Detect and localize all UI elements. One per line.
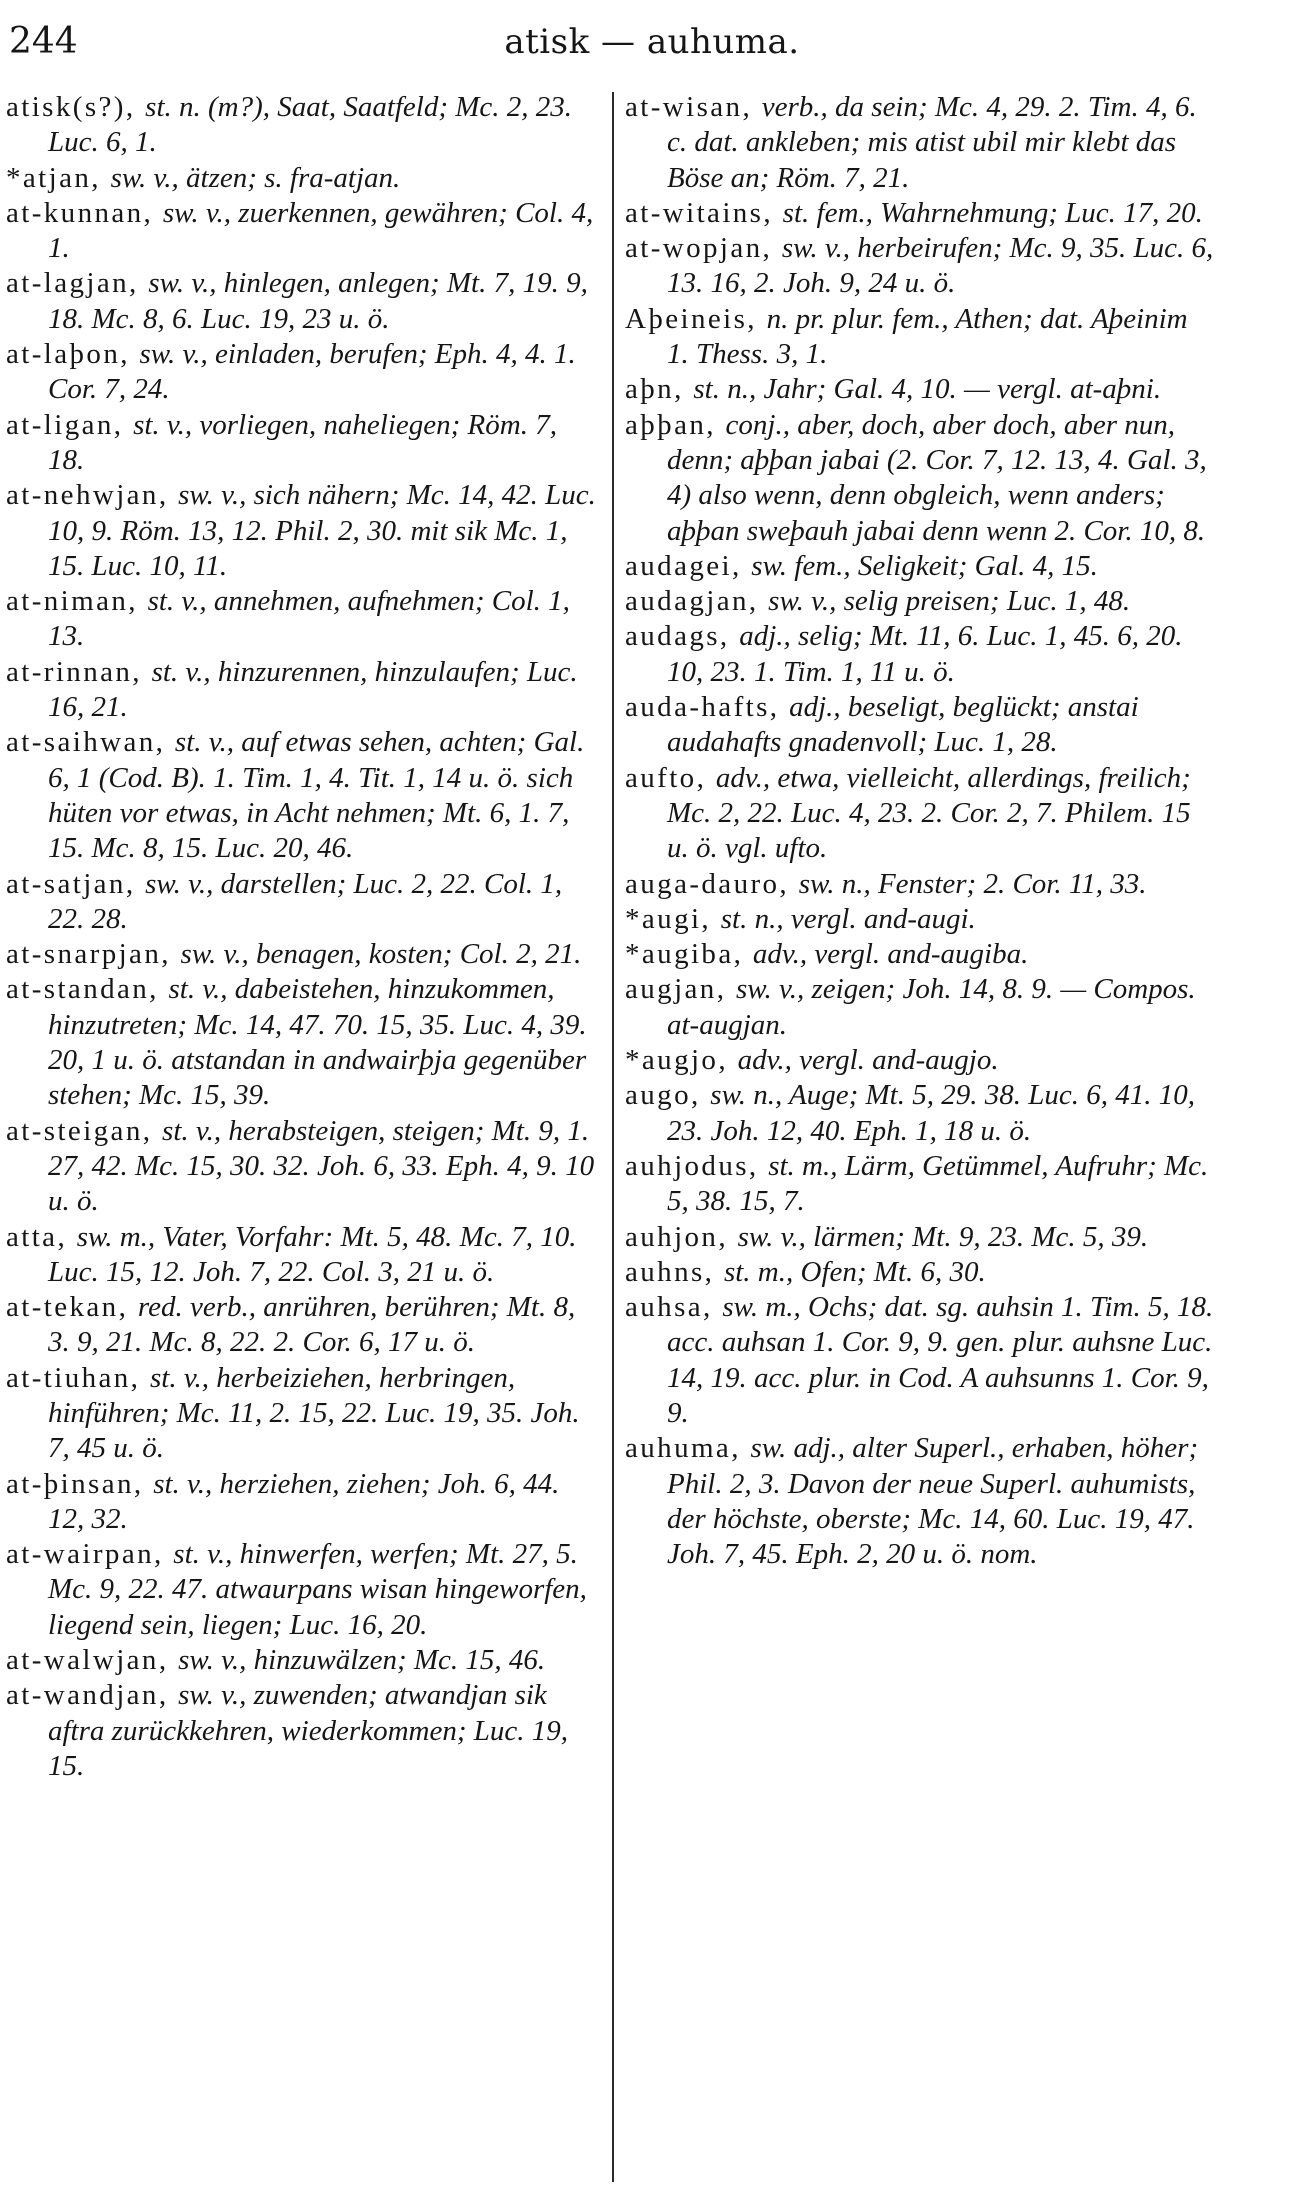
- entry-headword: at-kunnan,: [6, 196, 163, 229]
- entry-definition: st. m., Ofen; Mt. 6, 30.: [723, 1255, 986, 1288]
- dictionary-entry: [6, 655, 596, 726]
- entry-definition: sw. v., zuwenden; atwandjan sik aftra zurückkehren, wiederkommen; Luc. 19, 15.: [48, 1679, 569, 1782]
- entry-definition: sw. v., herbeirufen; Mc. 9, 35. Luc. 6, 13. 16, 2. Joh. 9, 24 u. ö.: [667, 232, 1214, 300]
- entry-definition: sw. n., Fenster; 2. Cor. 11, 33.: [798, 867, 1147, 900]
- entry-headword: at-walwjan,: [6, 1644, 179, 1677]
- dictionary-entry: [625, 408, 1215, 549]
- entry-definition: st. v., herziehen, ziehen; Joh. 6, 44. 12, 32.: [48, 1467, 560, 1535]
- entry-definition: sw. v., sich nähern; Mc. 14, 42. Luc. 10, 9. Röm. 13, 12. Phil. 2, 30. mit sik Mc. 1, 15. Luc. 10, 11.: [48, 479, 596, 582]
- entry-definition: sw. v., zuerkennen, gewähren; Col. 4, 1.: [48, 196, 594, 265]
- dictionary-entry: [6, 408, 596, 479]
- entry-headword: at-ligan,: [6, 408, 134, 441]
- entry-headword: auga-dauro,: [625, 867, 799, 900]
- dictionary-entry: [6, 1643, 596, 1678]
- entry-headword: aþn,: [625, 373, 694, 406]
- entry-headword: auda-hafts,: [625, 691, 790, 724]
- entry-headword: at-tekan,: [6, 1291, 138, 1324]
- dictionary-entry: [625, 1149, 1215, 1220]
- entry-headword: aufto,: [625, 761, 716, 794]
- entry-definition: red. verb., anrühren, berühren; Mt. 8, 3. 9, 21. Mc. 8, 22. 2. Cor. 6, 17 u. ö.: [48, 1291, 576, 1359]
- entry-definition: sw. v., benagen, kosten; Col. 2, 21.: [180, 938, 582, 971]
- dictionary-entry: [625, 1255, 1215, 1290]
- entry-headword: aþþan,: [625, 408, 726, 441]
- dictionary-entry: [6, 478, 596, 584]
- dictionary-entry: [6, 1678, 596, 1784]
- entry-headword: at-wairpan,: [6, 1538, 174, 1571]
- entry-definition: st. v., annehmen, aufnehmen; Col. 1, 13.: [48, 585, 570, 653]
- dictionary-entry: [6, 1114, 596, 1220]
- page-number: 244: [9, 21, 78, 62]
- entry-headword: at-laþon,: [6, 338, 140, 371]
- entry-definition: sw. v., selig preisen; Luc. 1, 48.: [768, 585, 1131, 618]
- entry-definition: st. m., Lärm, Getümmel, Aufruhr; Mc. 5, 38. 15, 7.: [667, 1149, 1209, 1218]
- entry-headword: auhuma,: [625, 1432, 751, 1465]
- entry-definition: sw. v., zeigen; Joh. 14, 8. 9. — Compos. at-augjan.: [667, 973, 1196, 1041]
- entry-headword: *augi,: [625, 902, 721, 935]
- entry-headword: at-wisan,: [625, 91, 762, 123]
- entry-definition: sw. fem., Seligkeit; Gal. 4, 15.: [751, 549, 1098, 582]
- running-head: atisk — auhuma.: [504, 22, 800, 62]
- entry-headword: at-tiuhan,: [6, 1361, 150, 1394]
- entry-headword: auhns,: [625, 1255, 724, 1288]
- column-divider: [612, 92, 614, 2182]
- entry-definition: adj., selig; Mt. 11, 6. Luc. 1, 45. 6, 20. 10, 23. 1. Tim. 1, 11 u. ö.: [667, 620, 1183, 688]
- dictionary-entry: [6, 337, 596, 408]
- dictionary-entry: [625, 902, 1215, 937]
- entry-headword: at-þinsan,: [6, 1467, 154, 1500]
- entry-definition: sw. v., darstellen; Luc. 2, 22. Col. 1, 22. 28.: [48, 867, 563, 935]
- dictionary-entry: [6, 725, 596, 866]
- dictionary-entry: [6, 266, 596, 337]
- entry-headword: augo,: [625, 1079, 711, 1112]
- dictionary-entry: [625, 972, 1215, 1043]
- dictionary-entry: [625, 690, 1215, 761]
- dictionary-entry: [625, 231, 1215, 302]
- dictionary-entry: [625, 1431, 1215, 1572]
- entry-headword: *atjan,: [6, 161, 111, 194]
- dictionary-entry: [625, 372, 1215, 407]
- entry-definition: adv., vergl. and-augjo.: [737, 1044, 999, 1077]
- dictionary-entry: [625, 90, 1215, 196]
- dictionary-entry: [6, 1220, 596, 1291]
- entry-headword: *augjo,: [625, 1044, 738, 1077]
- dictionary-entry: [625, 549, 1215, 584]
- entry-definition: sw. v., hinzuwälzen; Mc. 15, 46.: [178, 1644, 546, 1677]
- entry-headword: at-lagjan,: [6, 267, 149, 300]
- dictionary-entry: [6, 1361, 596, 1467]
- entry-definition: st. v., dabeistehen, hinzukommen, hinzutreten; Mc. 14, 47. 70. 15, 35. Luc. 4, 39. 20, 1 u. ö. atstandan in andwairþja gegenüber stehen; Mc. 15, 39.: [48, 973, 587, 1112]
- entry-headword: at-snarpjan,: [6, 938, 181, 971]
- entry-headword: audagei,: [625, 549, 752, 582]
- dictionary-entry: [625, 1290, 1215, 1431]
- entry-headword: at-saihwan,: [6, 726, 175, 759]
- entry-definition: sw. v., einladen, berufen; Eph. 4, 4. 1. Cor. 7, 24.: [48, 338, 576, 406]
- entry-headword: auhsa,: [625, 1291, 723, 1324]
- dictionary-entry: [6, 196, 596, 267]
- dictionary-entry: [625, 619, 1215, 690]
- dictionary-entry: [625, 1078, 1215, 1149]
- entry-headword: at-wandjan,: [6, 1679, 179, 1712]
- entry-definition: st. fem., Wahrnehmung; Luc. 17, 20.: [782, 196, 1203, 229]
- dictionary-entry: [6, 1467, 596, 1538]
- dictionary-entry: [6, 937, 596, 972]
- entry-headword: audags,: [625, 620, 740, 653]
- entry-headword: at-rinnan,: [6, 655, 152, 688]
- dictionary-entry: [625, 302, 1215, 373]
- entry-headword: augjan,: [625, 973, 737, 1006]
- dictionary-entry: [6, 161, 596, 196]
- entry-headword: *augiba,: [625, 938, 753, 971]
- dictionary-entry: [6, 584, 596, 655]
- entry-headword: at-wopjan,: [625, 232, 782, 265]
- entry-headword: audagjan,: [625, 585, 769, 618]
- entry-definition: conj., aber, doch, aber doch, aber nun, denn; aþþan jabai (2. Cor. 7, 12. 13, 4. Gal. 3, 4) also wenn, denn obgleich, wenn anders; aþþan sweþauh jabai denn wenn 2. Cor. 10, 8.: [667, 408, 1207, 547]
- entry-headword: Aþeineis,: [625, 302, 767, 335]
- dictionary-entry: [6, 972, 596, 1113]
- entry-definition: st. v., hinzurennen, hinzulaufen; Luc. 16, 21.: [48, 655, 578, 724]
- dictionary-entry: [625, 937, 1215, 972]
- dictionary-entry: [625, 1220, 1215, 1255]
- entry-definition: verb., da sein; Mc. 4, 29. 2. Tim. 4, 6. c. dat. ankleben; mis atist ubil mir klebt das Böse an; Röm. 7, 21.: [667, 91, 1197, 194]
- entry-definition: st. v., auf etwas sehen, achten; Gal. 6, 1 (Cod. B). 1. Tim. 1, 4. Tit. 1, 14 u. ö. sich hüten vor etwas, in Acht nehmen; Mt. 6, 1. 7, 15. Mc. 8, 15. Luc. 20, 46.: [48, 726, 585, 865]
- left-column: [6, 90, 596, 1784]
- entry-definition: st. n. (m?), Saat, Saatfeld; Mc. 2, 23. Luc. 6, 1.: [48, 91, 573, 159]
- dictionary-entry: [625, 761, 1215, 867]
- entry-definition: st. n., Jahr; Gal. 4, 10. — vergl. at-aþni.: [693, 373, 1162, 406]
- entry-headword: auhjodus,: [625, 1149, 769, 1182]
- entry-definition: sw. m., Ochs; dat. sg. auhsin 1. Tim. 5, 18. acc. auhsan 1. Cor. 9, 9. gen. plur. auhsne Luc. 14, 19. acc. plur. in Cod. A auhsunns 1. Cor. 9, 9.: [667, 1291, 1214, 1429]
- entry-headword: at-satjan,: [6, 867, 146, 900]
- dictionary-entry: [6, 1290, 596, 1361]
- entry-headword: atta,: [6, 1220, 77, 1253]
- dictionary-entry: [625, 1043, 1215, 1078]
- entry-definition: sw. v., ätzen; s. fra-atjan.: [110, 161, 401, 194]
- entry-definition: st. v., herbeiziehen, herbringen, hinführen; Mc. 11, 2. 15, 22. Luc. 19, 35. Joh. 7, 45 u. ö.: [48, 1361, 580, 1465]
- entry-headword: at-standan,: [6, 973, 169, 1006]
- dictionary-entry: [6, 1537, 596, 1643]
- entry-headword: auhjon,: [625, 1220, 738, 1253]
- dictionary-entry: [625, 196, 1215, 231]
- entry-definition: sw. m., Vater, Vorfahr: Mt. 5, 48. Mc. 7, 10. Luc. 15, 12. Joh. 7, 22. Col. 3, 21 u. ö.: [48, 1220, 577, 1288]
- entry-headword: at-niman,: [6, 585, 148, 618]
- entry-definition: adv., etwa, vielleicht, allerdings, freilich; Mc. 2, 22. Luc. 4, 23. 2. Cor. 2, 7. Philem. 15 u. ö. vgl. ufto.: [667, 761, 1191, 865]
- entry-headword: at-witains,: [625, 196, 783, 229]
- entry-definition: sw. v., hinlegen, anlegen; Mt. 7, 19. 9, 18. Mc. 8, 6. Luc. 19, 23 u. ö.: [48, 267, 588, 335]
- entry-definition: st. n., vergl. and-augi.: [720, 902, 976, 935]
- dictionary-entry: [6, 90, 596, 161]
- entry-definition: sw. n., Auge; Mt. 5, 29. 38. Luc. 6, 41. 10, 23. Joh. 12, 40. Eph. 1, 18 u. ö.: [667, 1079, 1195, 1147]
- entry-definition: adv., vergl. and-augiba.: [752, 938, 1029, 971]
- entry-definition: st. v., herabsteigen, steigen; Mt. 9, 1. 27, 42. Mc. 15, 30. 32. Joh. 6, 33. Eph. 4, 9. 10 u. ö.: [48, 1114, 595, 1218]
- entry-headword: atisk(s?),: [6, 91, 146, 123]
- entry-definition: st. v., hinwerfen, werfen; Mt. 27, 5. Mc. 9, 22. 47. atwaurpans wisan hingeworfen, liegend sein, liegen; Luc. 16, 20.: [48, 1538, 587, 1641]
- dictionary-entry: [625, 867, 1215, 902]
- entry-definition: st. v., vorliegen, naheliegen; Röm. 7, 18.: [48, 408, 557, 476]
- dictionary-entry: [625, 584, 1215, 619]
- entry-definition: adj., beseligt, beglückt; anstai audahafts gnadenvoll; Luc. 1, 28.: [667, 691, 1139, 759]
- entry-definition: sw. v., lärmen; Mt. 9, 23. Mc. 5, 39.: [737, 1220, 1149, 1253]
- entry-headword: at-nehwjan,: [6, 479, 179, 512]
- entry-headword: at-steigan,: [6, 1114, 163, 1147]
- entry-definition: sw. adj., alter Superl., erhaben, höher; Phil. 2, 3. Davon der neue Superl. auhumists, der höchste, oberste; Mc. 14, 60. Luc. 19, 47. Joh. 7, 45. Eph. 2, 20 u. ö. nom.: [667, 1432, 1199, 1571]
- right-column: [625, 90, 1215, 1572]
- entry-definition: n. pr. plur. fem., Athen; dat. Aþeinim 1. Thess. 3, 1.: [667, 302, 1188, 371]
- dictionary-entry: [6, 867, 596, 938]
